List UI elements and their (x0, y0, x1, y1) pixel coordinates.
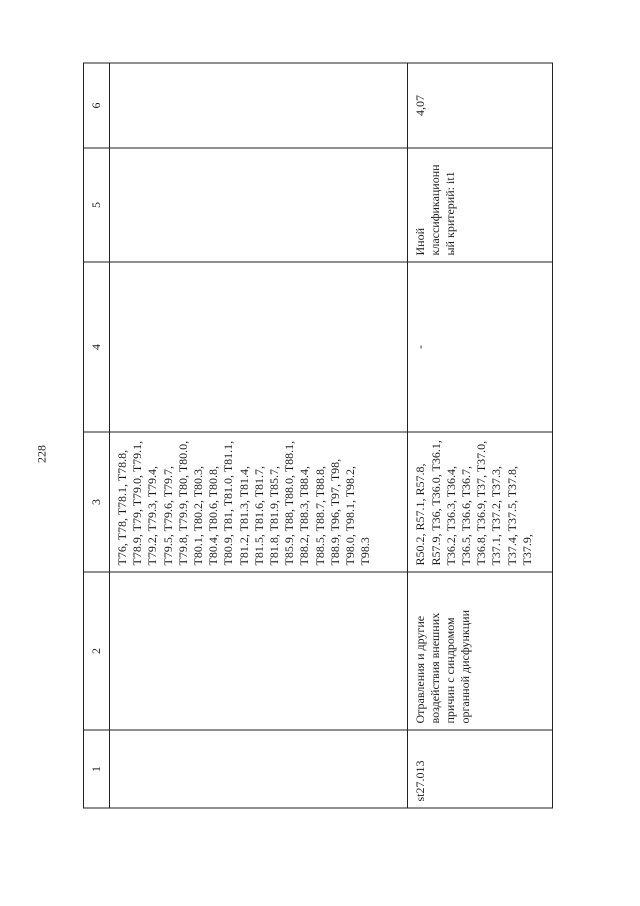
table-row (109, 63, 407, 808)
row-coefficient: 4,07 (408, 63, 553, 148)
row-name (109, 572, 407, 730)
row-code: st27.013 (408, 730, 553, 808)
row-code (109, 730, 407, 808)
tariff-table-container (83, 64, 553, 809)
row-coefficient (109, 63, 407, 148)
header-col-6: 6 (84, 63, 110, 148)
header-col-4: 4 (84, 262, 110, 432)
row-col5: Иной классификационн ый критерий: it1 (408, 148, 553, 262)
row-col4: - (408, 262, 553, 432)
header-row (84, 63, 110, 808)
header-col-1: 1 (84, 730, 110, 808)
row-diagnosis-codes: T76, T78, T78.1, T78.8, T78.9, T79, T79.0, T79.1, T79.2, T79.3, T79.4, T79.5, T79.6, T79.7, T79.8, T79.9, T80, T80.0, T80.1, T80.2, T80.3, T80.4, T80.6, T80.8, T80.9, T81, T81.0, T81.1, T81.2, T81.3, T81.4, T81.5, T81.6, T81.7, T81.8, T81.9, T85.7, T85.9, T88, T88.0, T88.1, T88.2, T88.3, T88.4, T88.5, T88.7, T88.8, T88.9, T96, T97, T98, T98.0, T98.1, T98.2, T98.3 (109, 432, 407, 572)
table-row (408, 63, 553, 808)
row-col4 (109, 262, 407, 432)
tariff-table (83, 63, 553, 809)
row-col5 (109, 148, 407, 262)
header-col-3: 3 (84, 432, 110, 572)
row-name: Отравления и другие воздействия внешних причин с синдромом органной дисфункции (408, 572, 553, 730)
header-col-5: 5 (84, 148, 110, 262)
page-number: 228 (34, 445, 49, 463)
header-col-2: 2 (84, 572, 110, 730)
row-diagnosis-codes: R50.2, R57.1, R57.8, R57.9, T36, T36.0, T36.1, T36.2, T36.3, T36.4, T36.5, T36.6, T36.7, T36.8, T36.9, T37, T37.0, T37.1, T37.2, T37.3, T37.4, T37.5, T37.8, T37.9, (408, 432, 553, 572)
